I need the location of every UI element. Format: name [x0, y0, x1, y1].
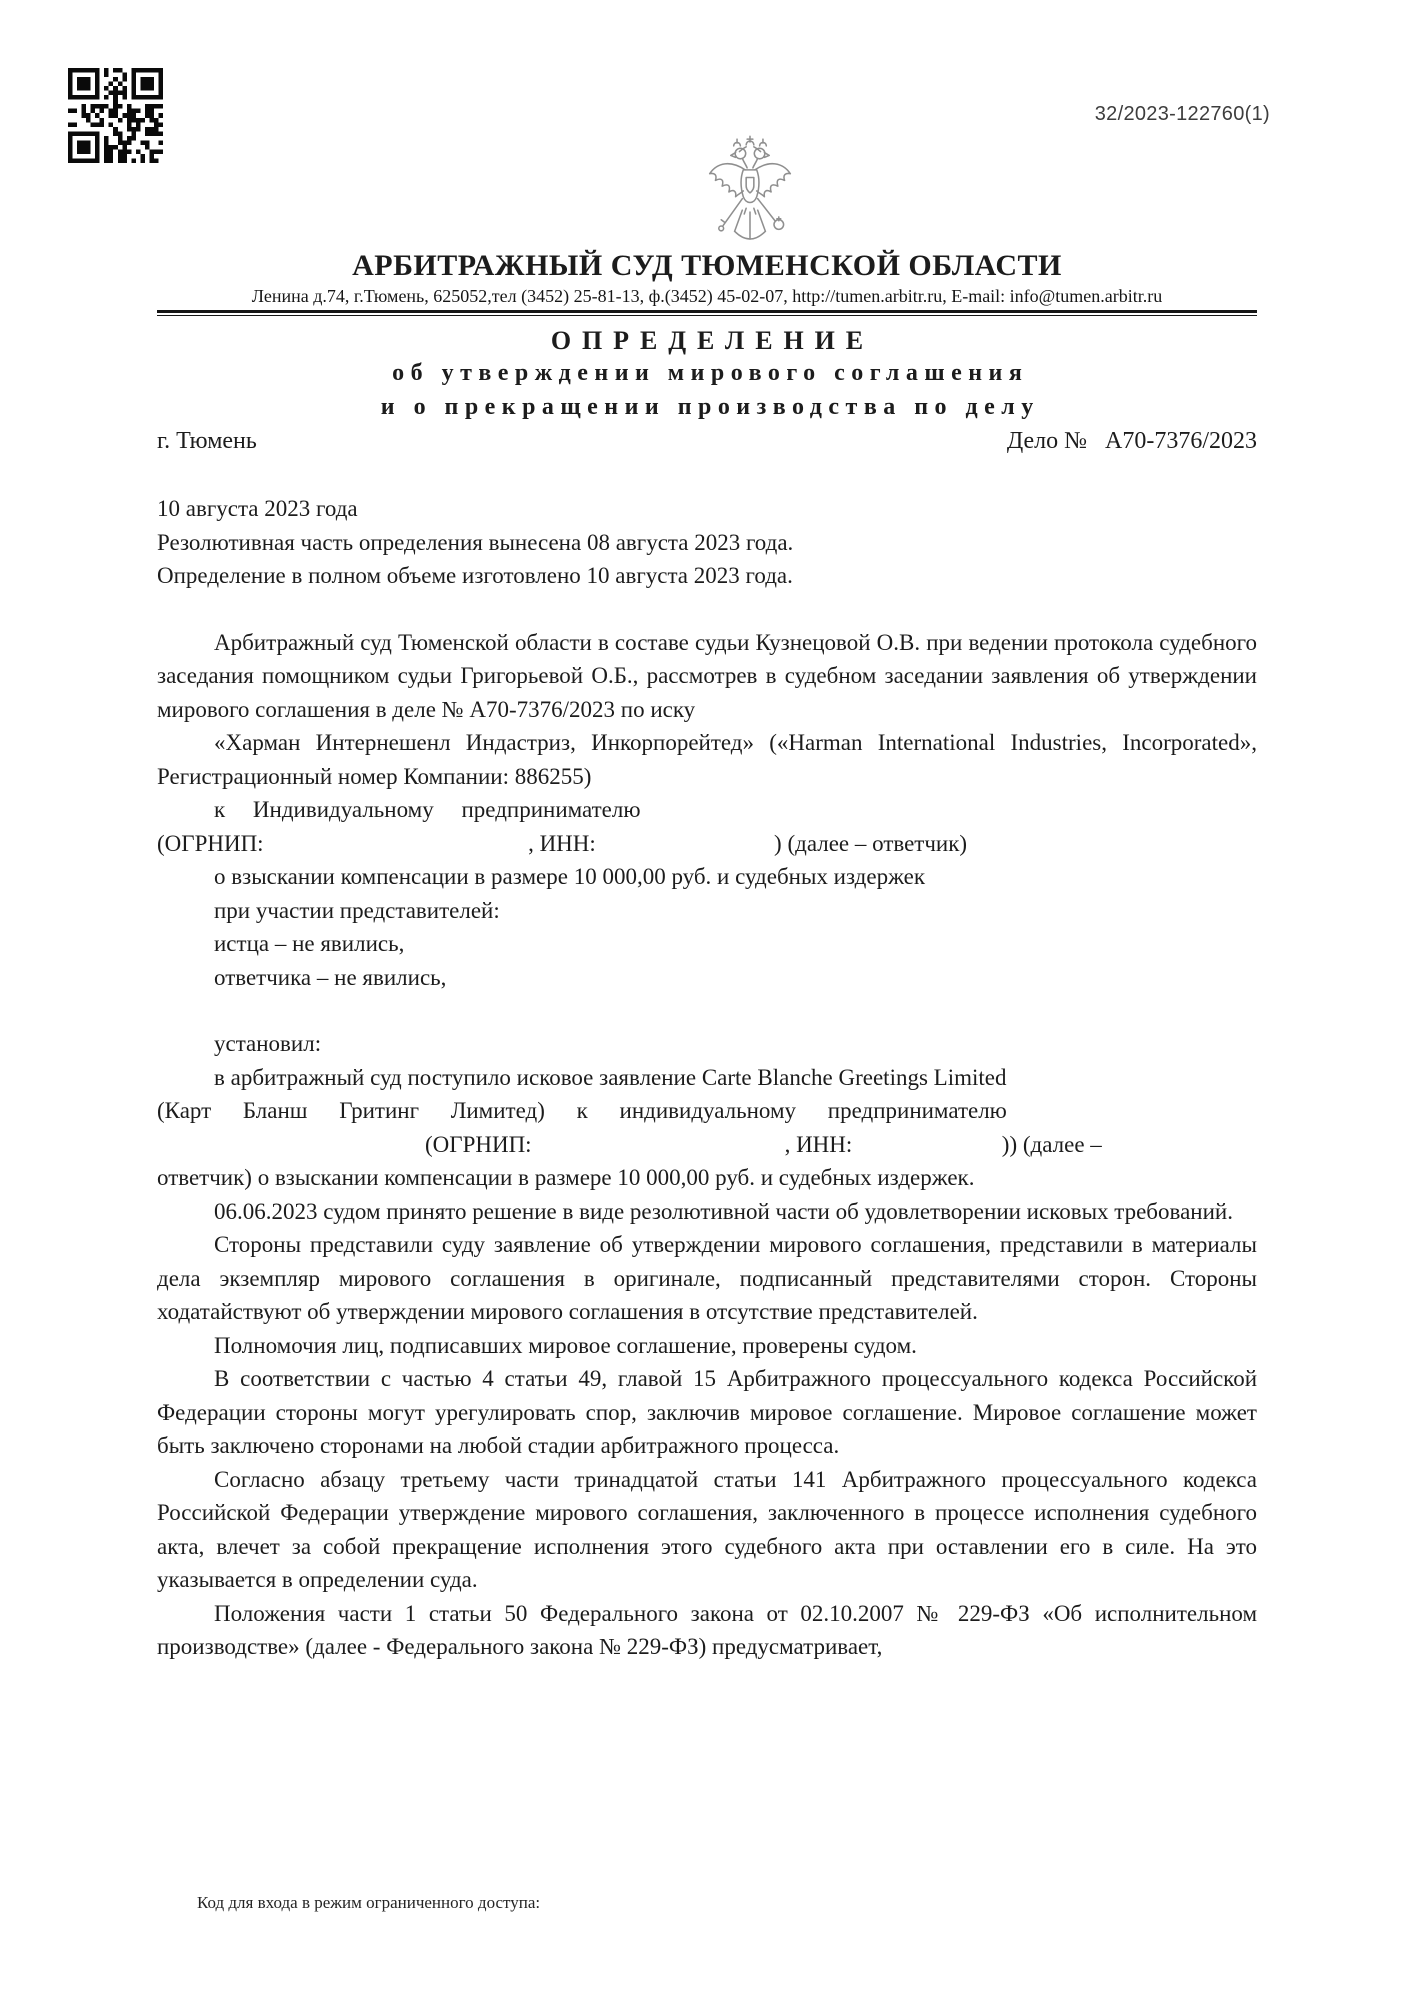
federal-law-229-paragraph: Положения части 1 статьи 50 Федерального закона от 02.10.2007 № 229-ФЗ «Об исполнительном производстве» (далее - Федерального закона № 229-ФЗ) предусматривает, [157, 1600, 1257, 1659]
ruling-body [157, 492, 1257, 1664]
document-registration-number: 32/2023-122760(1) [1094, 103, 1270, 125]
decision-paragraph: 06.06.2023 судом принято решение в виде резолютивной части об удовлетворении исковых требований. [214, 1198, 1233, 1224]
claim-received-line: в арбитражный суд поступило исковое заявление Carte Blanche Greetings Limited [214, 1064, 1007, 1090]
case-number: Дело № А70-7376/2023 [1006, 428, 1257, 454]
court-name: АРБИТРАЖНЫЙ СУД ТЮМЕНСКОЙ ОБЛАСТИ [352, 249, 1062, 282]
document-header [157, 250, 1257, 456]
case-row [157, 426, 1257, 456]
city-label: г. Тюмень [157, 428, 257, 454]
defendant-line: к Индивидуальному предпринимателю [214, 797, 641, 822]
apc-article-49-paragraph: В соответствии с частью 4 статьи 49, главой 15 Арбитражного процессуального кодекса Российской Федерации стороны могут урегулировать спор, заключив мировое соглашение. Мировое соглашение может быть заключено сторонами на любой стадии арбитражного процесса. [157, 1366, 1257, 1458]
court-address-line: Ленина д.74, г.Тюмень, 625052,тел (3452) 25-81-13, ф.(3452) 45-02-07, http://tumen.arbitr.ru, E-mail: info@tumen.arbitr.ru [251, 286, 1163, 306]
resolution-date-line: Резолютивная часть определения вынесена 08 августа 2023 года. [157, 529, 794, 555]
defendant-ids-line-2: (ОГРНИП: , ИНН: )) (далее – [425, 1131, 1102, 1157]
defendant-attendance-line: ответчика – не явились, [214, 964, 447, 990]
document-subtitle-line2: и о прекращении производства по делу [380, 394, 1040, 420]
qr-code-icon [68, 68, 163, 163]
representatives-heading: при участии представителей: [214, 897, 500, 923]
authority-check-line: Полномочия лиц, подписавших мировое соглашение, проверены судом. [214, 1332, 917, 1358]
plaintiff-attendance-line: истца – не явились, [214, 931, 405, 956]
document-title: ОПРЕДЕЛЕНИЕ [550, 326, 875, 355]
plaintiff-paragraph: «Харман Интернешенл Индастриз, Инкорпорейтед» («Harman International Industries, Incorporated», Регистрационный номер Компании: 886255) [157, 730, 1257, 789]
claim-amount-line: о взыскании компенсации в размере 10 000,00 руб. и судебных издержек [214, 864, 926, 889]
date-line: 10 августа 2023 года [157, 496, 358, 521]
russian-coat-of-arms-icon [702, 126, 798, 254]
established-heading: установил: [214, 1031, 322, 1056]
apc-article-141-paragraph: Согласно абзацу третьему части тринадцатой статьи 141 Арбитражного процессуального кодекса Российской Федерации утверждение мирового соглашения, заключенного в процессе исполнения судебного акта, влечет за собой прекращение исполнения этого судебного акта при оставлении его в силе. На это указывается в определении суда. [157, 1466, 1257, 1592]
claim-amount-line-2: ответчик) о взыскании компенсации в размере 10 000,00 руб. и судебных издержек. [157, 1165, 975, 1190]
claimant-name-line: (Карт Бланш Гритинг Лимитед) к индивидуальному предпринимателю [157, 1098, 1007, 1123]
restricted-access-code-label: Код для входа в режим ограниченного доступа: [197, 1893, 541, 1912]
header-divider [157, 310, 1257, 316]
court-composition-paragraph: Арбитражный суд Тюменской области в составе судьи Кузнецовой О.В. при ведении протокола судебного заседания помощником судьи Григорьевой О.Б., рассмотрев в судебном заседании заявления об утверждении мирового соглашения в деле № А70-7376/2023 по иску [157, 629, 1257, 722]
document-subtitle-line1: об утверждении мирового соглашения [392, 360, 1029, 386]
full-text-date-line: Определение в полном объеме изготовлено 10 августа 2023 года. [157, 563, 793, 588]
defendant-ids-line: (ОГРНИП: , ИНН: ) (далее – ответчик) [157, 830, 968, 856]
settlement-submission-paragraph: Стороны представили суду заявление об утверждении мирового соглашения, представили в материалы дела экземпляр мирового соглашения в оригинале, подписанный представителями сторон. Стороны ходатайствуют об утверждении мирового соглашения в отсутствие представителей. [157, 1232, 1257, 1324]
